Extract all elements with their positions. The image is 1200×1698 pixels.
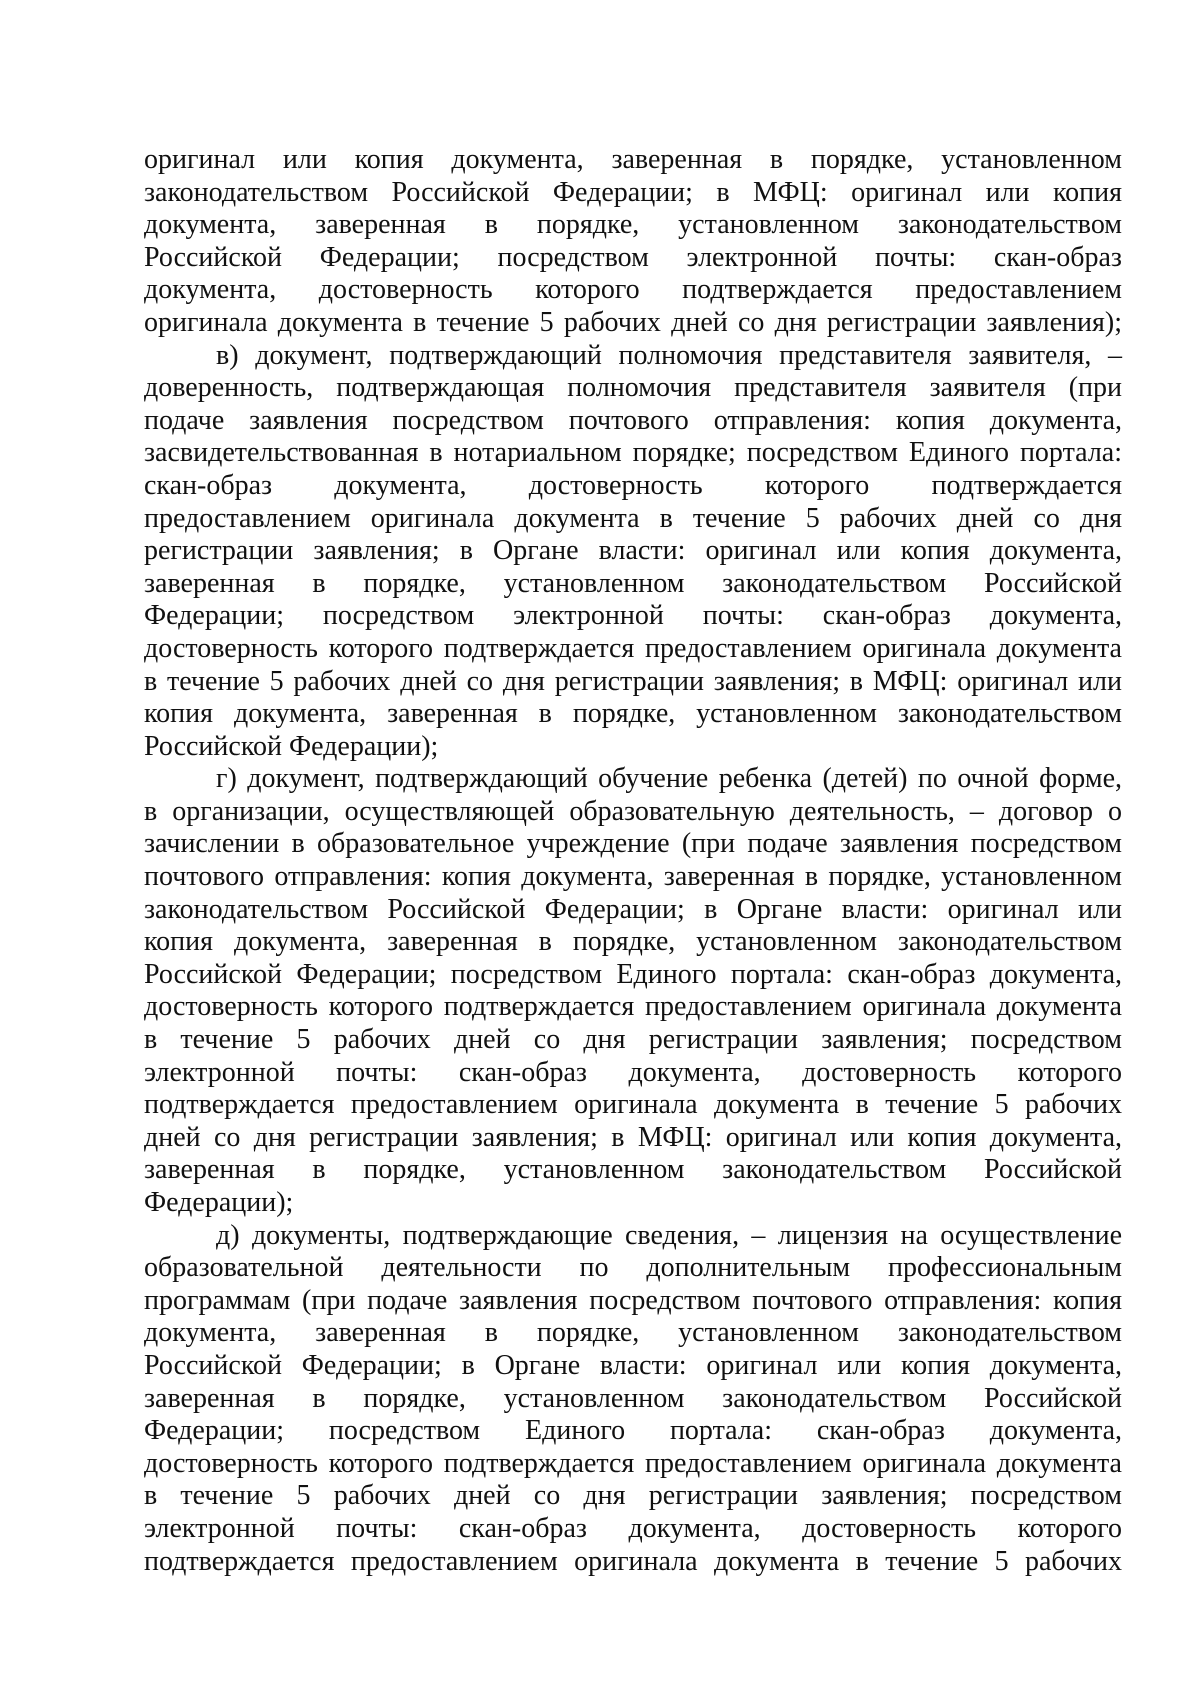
text-line: заверенная в порядке, установленном законодательством Российской	[144, 1154, 1122, 1186]
text-line: скан-образ документа, достоверность которого подтверждается	[144, 469, 1122, 501]
text-line: Российской Федерации; в Органе власти: оригинал или копия документа,	[144, 1349, 1122, 1381]
paragraph-v-first-line: в) документ, подтверждающий полномочия представителя заявителя, –	[216, 339, 1122, 371]
text-line: в течение 5 рабочих дней со дня регистрации заявления; посредством	[144, 1480, 1122, 1512]
text-line: документа, достоверность которого подтверждается предоставлением	[144, 274, 1122, 306]
text-line: в течение 5 рабочих дней со дня регистрации заявления; в МФЦ: оригинал или	[144, 665, 1122, 697]
document-body	[144, 144, 1122, 1578]
text-line: подтверждается предоставлением оригинала документа в течение 5 рабочих	[144, 1545, 1122, 1577]
text-line: зачислении в образовательное учреждение (при подаче заявления посредством	[144, 828, 1122, 860]
text-line: подаче заявления посредством почтового отправления: копия документа,	[144, 404, 1122, 436]
text-line: подтверждается предоставлением оригинала документа в течение 5 рабочих	[144, 1089, 1122, 1121]
text-line: документа, заверенная в порядке, установленном законодательством	[144, 1317, 1122, 1349]
text-line: законодательством Российской Федерации; в МФЦ: оригинал или копия	[144, 176, 1122, 208]
text-line: почтового отправления: копия документа, заверенная в порядке, установленном	[144, 861, 1122, 893]
text-line: Российской Федерации; посредством электронной почты: скан-образ	[144, 241, 1122, 273]
text-line: Федерации; посредством электронной почты: скан-образ документа,	[144, 600, 1122, 632]
text-line: копия документа, заверенная в порядке, установленном законодательством	[144, 926, 1122, 958]
text-line: копия документа, заверенная в порядке, установленном законодательством	[144, 698, 1122, 730]
text-line: заверенная в порядке, установленном законодательством Российской	[144, 1382, 1122, 1414]
text-line: в течение 5 рабочих дней со дня регистрации заявления; посредством	[144, 1024, 1122, 1056]
text-line: законодательством Российской Федерации; в Органе власти: оригинал или	[144, 893, 1122, 925]
text-line: дней со дня регистрации заявления; в МФЦ: оригинал или копия документа,	[144, 1121, 1122, 1153]
paragraph-d-first-line: д) документы, подтверждающие сведения, – лицензия на осуществление	[216, 1219, 1122, 1251]
text-line: доверенность, подтверждающая полномочия представителя заявителя (при	[144, 372, 1122, 404]
text-line: Федерации; посредством Единого портала: скан-образ документа,	[144, 1415, 1122, 1447]
text-line: электронной почты: скан-образ документа, достоверность которого	[144, 1512, 1122, 1544]
text-line: достоверность которого подтверждается предоставлением оригинала документа	[144, 632, 1122, 664]
text-line: достоверность которого подтверждается предоставлением оригинала документа	[144, 1447, 1122, 1479]
text-line: предоставлением оригинала документа в течение 5 рабочих дней со дня	[144, 502, 1122, 534]
text-line: засвидетельствованная в нотариальном порядке; посредством Единого портала:	[144, 437, 1122, 469]
text-line: Российской Федерации);	[144, 730, 439, 762]
text-line: оригинала документа в течение 5 рабочих дней со дня регистрации заявления);	[144, 306, 1122, 338]
text-line: образовательной деятельности по дополнительным профессиональным	[144, 1252, 1122, 1284]
text-line: регистрации заявления; в Органе власти: оригинал или копия документа,	[144, 535, 1122, 567]
text-line: документа, заверенная в порядке, установленном законодательством	[144, 209, 1122, 241]
text-line: заверенная в порядке, установленном законодательством Российской	[144, 567, 1122, 599]
text-line: электронной почты: скан-образ документа, достоверность которого	[144, 1056, 1122, 1088]
text-line: оригинал или копия документа, заверенная в порядке, установленном	[144, 144, 1122, 175]
paragraph-g-first-line: г) документ, подтверждающий обучение ребенка (детей) по очной форме,	[216, 763, 1122, 795]
text-line: Федерации);	[144, 1187, 294, 1218]
text-line: в организации, осуществляющей образовательную деятельность, – договор о	[144, 795, 1122, 827]
text-line: программам (при подаче заявления посредством почтового отправления: копия	[144, 1284, 1122, 1316]
text-line: Российской Федерации; посредством Единого портала: скан-образ документа,	[144, 958, 1122, 990]
text-line: достоверность которого подтверждается предоставлением оригинала документа	[144, 991, 1122, 1023]
